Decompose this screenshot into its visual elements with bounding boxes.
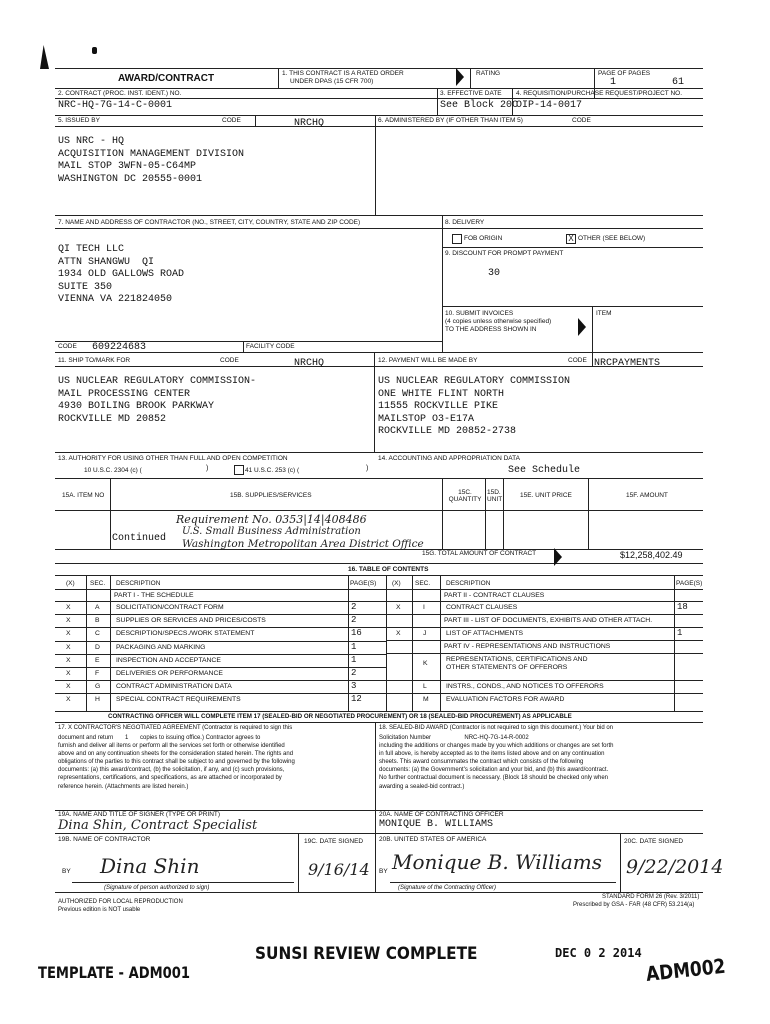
toc-left-sec: A <box>95 604 100 611</box>
page-of-pages-label: PAGE OF PAGES <box>598 70 651 77</box>
total-arrow-icon <box>554 548 562 566</box>
contractor-name-label: 19B. NAME OF CONTRACTOR <box>58 836 151 843</box>
footer-left-1: AUTHORIZED FOR LOCAL REPRODUCTION <box>58 899 183 905</box>
signer-name: Dina Shin, Contract Specialist <box>58 818 258 833</box>
toc-part-label: PART III - LIST OF DOCUMENTS, EXHIBITS AND OTHER ATTACH. <box>444 617 653 624</box>
footer-left-2: Previous edition is NOT usable <box>58 907 141 913</box>
discount-label: 9. DISCOUNT FOR PROMPT PAYMENT <box>445 250 564 257</box>
issued-code: NRCHQ <box>294 118 325 129</box>
requirement-note-1: Requirement No. 0353|14|408486 <box>176 513 367 526</box>
submit-invoices-sub1: (4 copies unless otherwise specified) <box>445 318 552 325</box>
toc-sec-header-right: SEC. <box>415 580 431 587</box>
toc-left-desc: DESCRIPTION/SPECS./WORK STATEMENT <box>116 630 255 638</box>
part-2-label: PART II - CONTRACT CLAUSES <box>444 592 545 599</box>
toc-right-desc: EVALUATION FACTORS FOR AWARD <box>446 696 565 703</box>
toc-left-pages: 2 <box>351 615 357 626</box>
sig-note-right: (Signature of the Contracting Officer) <box>398 885 497 891</box>
usa-label: 20B. UNITED STATES OF AMERICA <box>379 836 487 843</box>
delivery-label: 8. DELIVERY <box>445 219 485 226</box>
authority-b-checkbox[interactable] <box>234 465 244 475</box>
date-signed-19c-label: 19C. DATE SIGNED <box>304 838 364 845</box>
effective-date-label: 3. EFFECTIVE DATE <box>440 90 502 97</box>
toc-left-sec: C <box>95 630 100 638</box>
toc-left-x: X <box>66 670 71 677</box>
toc-left-sec: E <box>95 656 100 664</box>
part-1-label: PART I - THE SCHEDULE <box>114 592 194 599</box>
toc-right-desc: LIST OF ATTACHMENTS <box>446 630 524 637</box>
co-name-label: 20A. NAME OF CONTRACTING OFFICER <box>379 811 504 818</box>
contractor-label: 7. NAME AND ADDRESS OF CONTRACTOR (NO., STREET, CITY, COUNTRY, STATE AND ZIP CODE) <box>58 219 361 226</box>
rated-order-sub: UNDER DPAS (15 CFR 700) <box>290 78 374 85</box>
toc-left-sec: F <box>95 670 100 677</box>
by-label-left: BY <box>62 868 71 875</box>
toc-x-header-left: (X) <box>66 580 75 587</box>
submit-invoices-sub2: TO THE ADDRESS SHOWN IN <box>445 326 537 333</box>
issued-by-label: 5. ISSUED BY <box>58 117 100 124</box>
toc-left-x: X <box>66 643 71 651</box>
toc-left-pages: 16 <box>351 628 362 639</box>
facility-code-label: FACILITY CODE <box>246 343 295 350</box>
toc-part-label: PART IV - REPRESENTATIONS AND INSTRUCTIONS <box>444 643 611 650</box>
authority-option-b: 41 U.S.C. 253 (c) ( <box>245 467 300 474</box>
ship-to-address: US NUCLEAR REGULATORY COMMISSION- MAIL PROCESSING CENTER 4930 BOILING BROOK PARKWAY ROCKVILLE MD 20852 <box>58 376 257 425</box>
invoice-arrow-icon <box>578 318 586 336</box>
toc-desc-header-right: DESCRIPTION <box>446 580 491 587</box>
toc-left-desc: CONTRACT ADMINISTRATION DATA <box>116 683 232 691</box>
toc-left-pages: 2 <box>351 668 357 678</box>
col-unit-price: 15E. UNIT PRICE <box>520 492 572 499</box>
contractor-address: QI TECH LLC ATTN SHANGWU QI 1934 OLD GALLOWS ROAD SUITE 350 VIENNA VA 221824050 <box>58 244 185 305</box>
fob-origin-label: FOB ORIGIN <box>464 235 503 242</box>
toc-desc-header-left: DESCRIPTION <box>116 580 161 587</box>
toc-left-sec: B <box>95 617 100 625</box>
col-supplies: 15B. SUPPLIES/SERVICES <box>230 492 312 499</box>
toc-left-desc: INSPECTION AND ACCEPTANCE <box>116 656 221 664</box>
administered-code-label: CODE <box>572 117 591 124</box>
co-date-signed: 9/22/2014 <box>626 856 724 878</box>
requisition-no: OIP-14-0017 <box>516 100 583 111</box>
received-date-stamp: DEC 0 2 2014 <box>555 946 642 960</box>
co-signature: Monique B. Williams <box>392 850 603 874</box>
payment-code-label: CODE <box>568 357 587 364</box>
item-label: ITEM <box>596 310 612 317</box>
toc-right-sec: J <box>423 630 427 637</box>
by-label-right: BY <box>379 868 388 875</box>
ship-code-label: CODE <box>220 357 239 364</box>
date-signed-20c-label: 20C. DATE SIGNED <box>624 838 684 845</box>
toc-right-x: X <box>396 630 401 637</box>
toc-label: 16. TABLE OF CONTENTS <box>348 566 429 573</box>
toc-right-desc: INSTRS., CONDS., AND NOTICES TO OFFERORS <box>446 683 604 690</box>
accounting-label: 14. ACCOUNTING AND APPROPRIATION DATA <box>378 455 520 462</box>
authority-label: 13. AUTHORITY FOR USING OTHER THAN FULL AND OPEN COMPETITION <box>58 455 288 462</box>
authority-option-a: 10 U.S.C. 2304 (c) ( <box>84 467 142 474</box>
other-checkbox[interactable]: X <box>566 234 576 244</box>
page-total: 61 <box>672 77 685 88</box>
co-heading: CONTRACTING OFFICER WILL COMPLETE ITEM 17 (SEALED-BID OR NEGOTIATED PROCUREMENT) OR 18 (SEALED-BID PROCUREMENT) AS APPLICABLE <box>108 713 572 720</box>
toc-left-x: X <box>66 656 71 664</box>
toc-left-desc: DELIVERIES OR PERFORMANCE <box>116 670 223 677</box>
toc-left-pages: 3 <box>351 681 357 692</box>
item-18-text: Solicitation Number NRC-HQ-7G-14-R-0002 including the additions or changes made by you which additions or changes are set forth in full above, is hereby accepted as to the items listed above and on any continuation sheets. This award consummates the contract which consists of the following documents: (a) the Government's solicitation and your bid, and (b) this award/contract. No further contractual document is necessary. (Block 18 should be checked only when awarding a sealed-bid contract.) <box>379 735 614 790</box>
toc-left-desc: SPECIAL CONTRACT REQUIREMENTS <box>116 696 241 704</box>
requirement-note-3: Washington Metropolitan Area District Office <box>182 538 424 550</box>
toc-left-x: X <box>66 683 71 691</box>
toc-left-pages: 2 <box>351 602 357 612</box>
item-17-title: 17. X CONTRACTOR'S NEGOTIATED AGREEMENT (Contractor is required to sign this <box>58 725 293 731</box>
toc-right-sec: M <box>423 696 429 703</box>
col-amount: 15F. AMOUNT <box>626 492 668 499</box>
contractor-date-signed: 9/16/14 <box>308 860 370 879</box>
ship-to-label: 11. SHIP TO/MARK FOR <box>58 357 131 364</box>
administered-by-label: 6. ADMINISTERED BY (IF OTHER THAN ITEM 5) <box>378 117 523 124</box>
col-item-no: 15A. ITEM NO <box>62 492 105 499</box>
effective-date: See Block 20C <box>440 100 519 111</box>
ship-code: NRCHQ <box>294 358 325 369</box>
toc-left-x: X <box>66 630 71 638</box>
total-amount: $12,258,402.49 <box>620 550 683 560</box>
corner-mark <box>40 45 49 69</box>
toc-left-sec: G <box>95 683 101 691</box>
toc-right-sec: I <box>423 604 425 611</box>
toc-x-header-right: (X) <box>392 580 401 587</box>
toc-left-x: X <box>66 696 71 704</box>
page-number: 1 <box>610 77 617 88</box>
toc-pages-header-right: PAGE(S) <box>676 580 703 587</box>
toc-left-pages: 1 <box>351 641 357 652</box>
toc-left-pages: 12 <box>351 694 362 705</box>
total-amount-label: 15G. TOTAL AMOUNT OF CONTRACT <box>422 550 537 557</box>
toc-right-desc: REPRESENTATIONS, CERTIFICATIONS AND OTHER STATEMENTS OF OFFERORS <box>446 656 588 671</box>
requirement-note-2: U.S. Small Business Administration <box>182 526 361 537</box>
toc-right-pages: 1 <box>677 628 683 638</box>
rated-order-label: 1. THIS CONTRACT IS A RATED ORDER <box>282 70 404 77</box>
toc-left-sec: H <box>95 696 100 704</box>
col-unit: 15D. UNIT <box>487 489 503 503</box>
toc-left-sec: D <box>95 643 100 651</box>
adm-stamp: ADM002 <box>644 953 727 986</box>
toc-right-x: X <box>396 604 401 611</box>
accounting-value: See Schedule <box>508 465 581 476</box>
contract-no: NRC-HQ-7G-14-C-0001 <box>58 100 173 111</box>
toc-right-sec: K <box>423 660 428 667</box>
toc-right-desc: CONTRACT CLAUSES <box>446 604 518 611</box>
template-stamp: TEMPLATE - ADM001 <box>38 963 191 982</box>
contractor-code-label: CODE <box>58 343 77 350</box>
toc-sec-header-left: SEC. <box>90 580 106 587</box>
item-18-title: 18. SEALED-BID AWARD (Contractor is not required to sign this document.) Your bid on <box>379 725 613 731</box>
toc-left-desc: PACKAGING AND MARKING <box>116 643 206 651</box>
toc-left-pages: 1 <box>351 654 357 665</box>
submit-invoices-label: 10. SUBMIT INVOICES <box>445 310 514 317</box>
discount-value: 30 <box>488 268 501 279</box>
toc-right-pages: 18 <box>677 602 688 612</box>
footer-right-1: STANDARD FORM 26 (Rev. 3/2011) <box>602 894 700 900</box>
other-label: OTHER (SEE BELOW) <box>578 235 646 242</box>
payment-code: NRCPAYMENTS <box>594 358 661 369</box>
footer-right-2: Prescribed by GSA - FAR (48 CFR) 53.214(a) <box>573 902 695 908</box>
payment-label: 12. PAYMENT WILL BE MADE BY <box>378 357 478 364</box>
contract-no-label: 2. CONTRACT (PROC. INST. IDENT.) NO. <box>58 90 182 97</box>
fob-origin-checkbox[interactable] <box>452 234 462 244</box>
item-17-text: document and return 1 copies to issuing office.) Contractor agrees to furnish and deliver all items or perform all the services set forth or otherwise identified above and on any continuation sheets for the consideration stated herein. The rights and obligations of the parties to this contract shall be subject to and governed by the following documents: (a) this award/contract, (b) the solicitation, if any, and (c) such provisions, representations, certifications, and specifications, as are attached or incorporated by reference herein. (Attachments are listed herein.) <box>58 735 295 790</box>
toc-left-x: X <box>66 617 71 625</box>
toc-pages-header-left: PAGE(S) <box>350 580 377 587</box>
continued-text: Continued <box>112 533 167 544</box>
col-quantity: 15C. QUANTITY <box>448 489 482 503</box>
issued-by-address: US NRC - HQ ACQUISITION MANAGEMENT DIVISION MAIL STOP 3WFN-05-C64MP WASHINGTON DC 20555-0001 <box>58 136 245 185</box>
toc-left-x: X <box>66 604 71 611</box>
rating-label: RATING <box>476 70 501 77</box>
issued-code-label: CODE <box>222 117 241 124</box>
toc-left-desc: SOLICITATION/CONTRACT FORM <box>116 604 224 611</box>
co-name: MONIQUE B. WILLIAMS <box>379 819 494 830</box>
corner-dot <box>92 47 97 54</box>
sig-note-left: (Signature of person authorized to sign) <box>104 885 210 891</box>
form-title: AWARD/CONTRACT <box>118 73 215 84</box>
toc-right-sec: L <box>423 683 427 690</box>
requisition-label: 4. REQUISITION/PURCHASE REQUEST/PROJECT NO. <box>516 90 683 97</box>
sunsi-review-stamp: SUNSI REVIEW COMPLETE <box>255 944 478 964</box>
toc-left-desc: SUPPLIES OR SERVICES AND PRICES/COSTS <box>116 617 266 625</box>
rating-arrow-icon <box>456 68 464 86</box>
signer-label: 19A. NAME AND TITLE OF SIGNER (TYPE OR PRINT) <box>58 811 221 818</box>
payment-address: US NUCLEAR REGULATORY COMMISSION ONE WHITE FLINT NORTH 11555 ROCKVILLE PIKE MAILSTOP O3-E17A ROCKVILLE MD 20852-2738 <box>378 376 571 437</box>
contractor-signature: Dina Shin <box>100 854 200 878</box>
contractor-code: 609224683 <box>92 342 147 353</box>
